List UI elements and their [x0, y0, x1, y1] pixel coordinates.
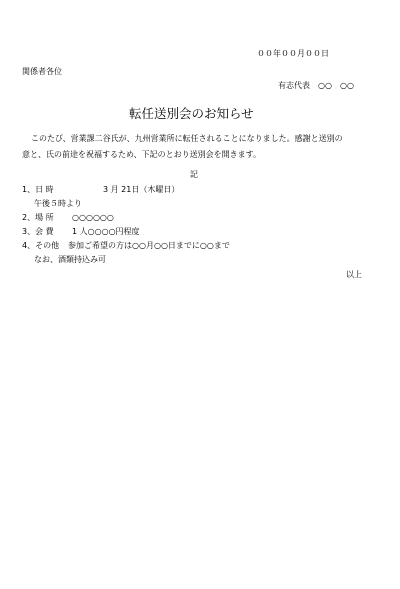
intro-line-2: 意と、氏の前途を祝福するため、下記のとおり送別会を開きます。: [22, 150, 262, 159]
closing: 以上: [346, 270, 362, 279]
item-date-value: 3 月 21日（木曜日）: [103, 185, 180, 194]
item-place-value: ○○○○○○: [72, 213, 114, 222]
date: ００年００月００日: [257, 49, 329, 58]
recipient: 関係者各位: [22, 67, 62, 76]
intro-line-1: このたび、営業課二谷氏が、九州営業所に転任されることになりました。感謝と送別の: [31, 134, 343, 143]
item-date-label: 1、日 時: [22, 185, 54, 194]
item-other-label: 4、その他: [22, 241, 60, 250]
sender: 有志代表 ○○ ○○: [278, 81, 354, 90]
item-place-label: 2、場 所: [22, 213, 54, 222]
item-time-value: 午後５時より: [34, 199, 82, 208]
item-other-value: 参加ご希望の方は○○月○○日までに○○まで: [68, 241, 230, 250]
item-note-value: なお、酒類持込み可: [34, 255, 106, 264]
item-fee-value: 1 人○○○○円程度: [72, 227, 140, 236]
ki-heading: 記: [190, 170, 198, 179]
item-fee-label: 3、会 費: [22, 227, 54, 236]
document-title: 転任送別会のお知らせ: [129, 106, 254, 121]
